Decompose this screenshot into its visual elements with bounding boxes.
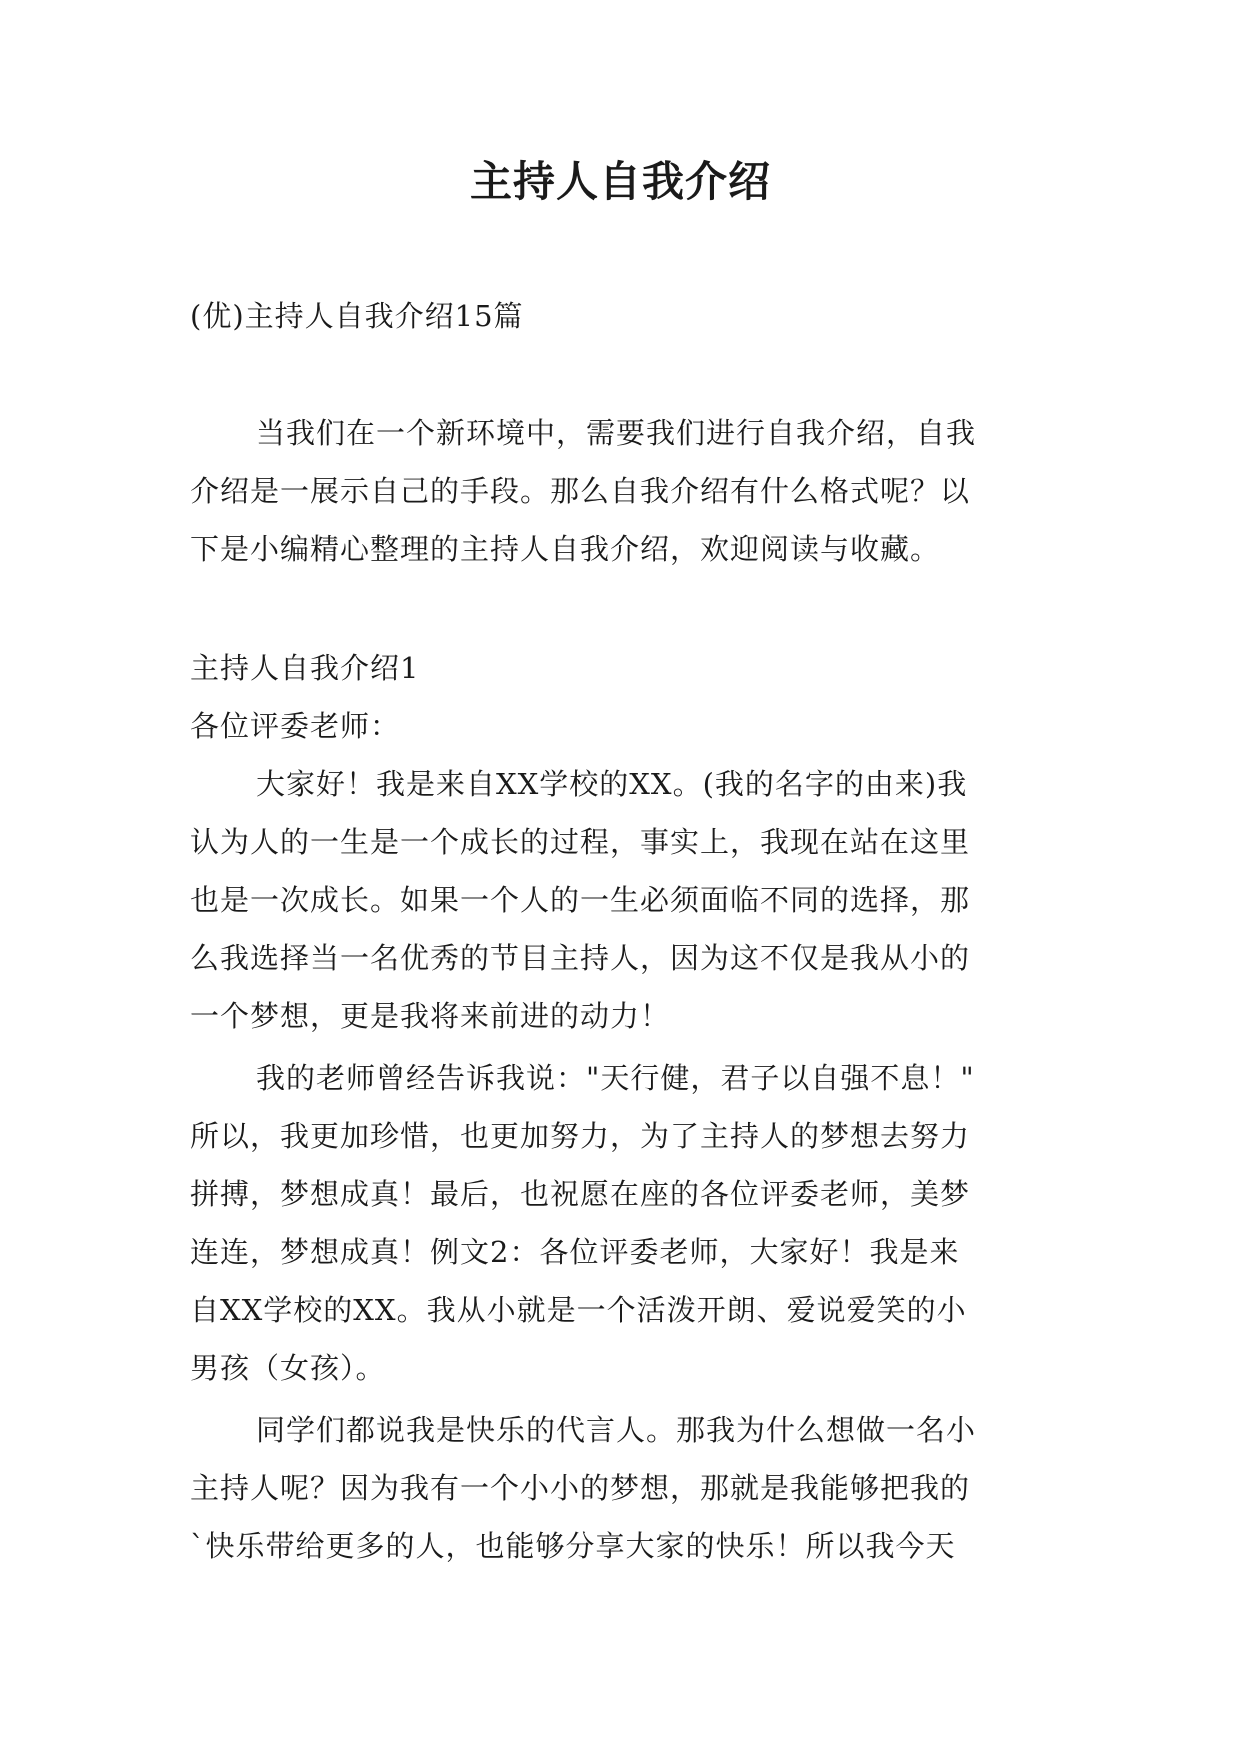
intro-paragraph: [190, 404, 1055, 578]
paragraph-line: 么我选择当一名优秀的节目主持人，因为这不仅是我从小的: [190, 941, 971, 975]
body-paragraph-1: [190, 755, 1055, 1045]
paragraph-line: 男孩（女孩）。: [190, 1351, 386, 1385]
paragraph-line: 一个梦想，更是我将来前进的动力！: [190, 999, 671, 1033]
paragraph-line: 也是一次成长。如果一个人的一生必须面临不同的选择，那: [190, 883, 971, 917]
intro-line: 介绍是一展示自己的手段。那么自我介绍有什么格式呢？以: [190, 474, 971, 508]
paragraph-line: 我的老师曾经告诉我说："天行健，君子以自强不息！": [256, 1061, 975, 1095]
paragraph-line: 认为人的一生是一个成长的过程，事实上，我现在站在这里: [190, 825, 971, 859]
paragraph-line: 同学们都说我是快乐的代言人。那我为什么想做一名小: [256, 1413, 977, 1447]
paragraph-line: 主持人呢？因为我有一个小小的梦想，那就是我能够把我的: [190, 1471, 971, 1505]
paragraph-line: 拼搏，梦想成真！最后，也祝愿在座的各位评委老师，美梦: [190, 1177, 971, 1211]
body-paragraph-2: [190, 1049, 1055, 1397]
intro-line: 下是小编精心整理的主持人自我介绍，欢迎阅读与收藏。: [190, 532, 941, 566]
intro-line: 当我们在一个新环境中，需要我们进行自我介绍，自我: [256, 416, 977, 450]
document-subtitle: (优)主持人自我介绍15篇: [190, 299, 524, 333]
paragraph-line: 自XX学校的XX。我从小就是一个活泼开朗、爱说爱笑的小: [190, 1293, 967, 1327]
body-paragraph-3: [190, 1401, 1055, 1575]
salutation: 各位评委老师：: [190, 709, 401, 743]
paragraph-line: 大家好！我是来自XX学校的XX。(我的名字的由来)我: [256, 767, 968, 801]
paragraph-line: `快乐带给更多的人，也能够分享大家的快乐！所以我今天: [190, 1529, 956, 1563]
paragraph-line: 连连，梦想成真！例文2：各位评委老师，大家好！我是来: [190, 1235, 960, 1269]
section-heading: 主持人自我介绍1: [190, 651, 420, 685]
document-title: 主持人自我介绍: [469, 157, 771, 206]
paragraph-line: 所以，我更加珍惜，也更加努力，为了主持人的梦想去努力: [190, 1119, 971, 1153]
document-body: [190, 287, 1055, 1575]
